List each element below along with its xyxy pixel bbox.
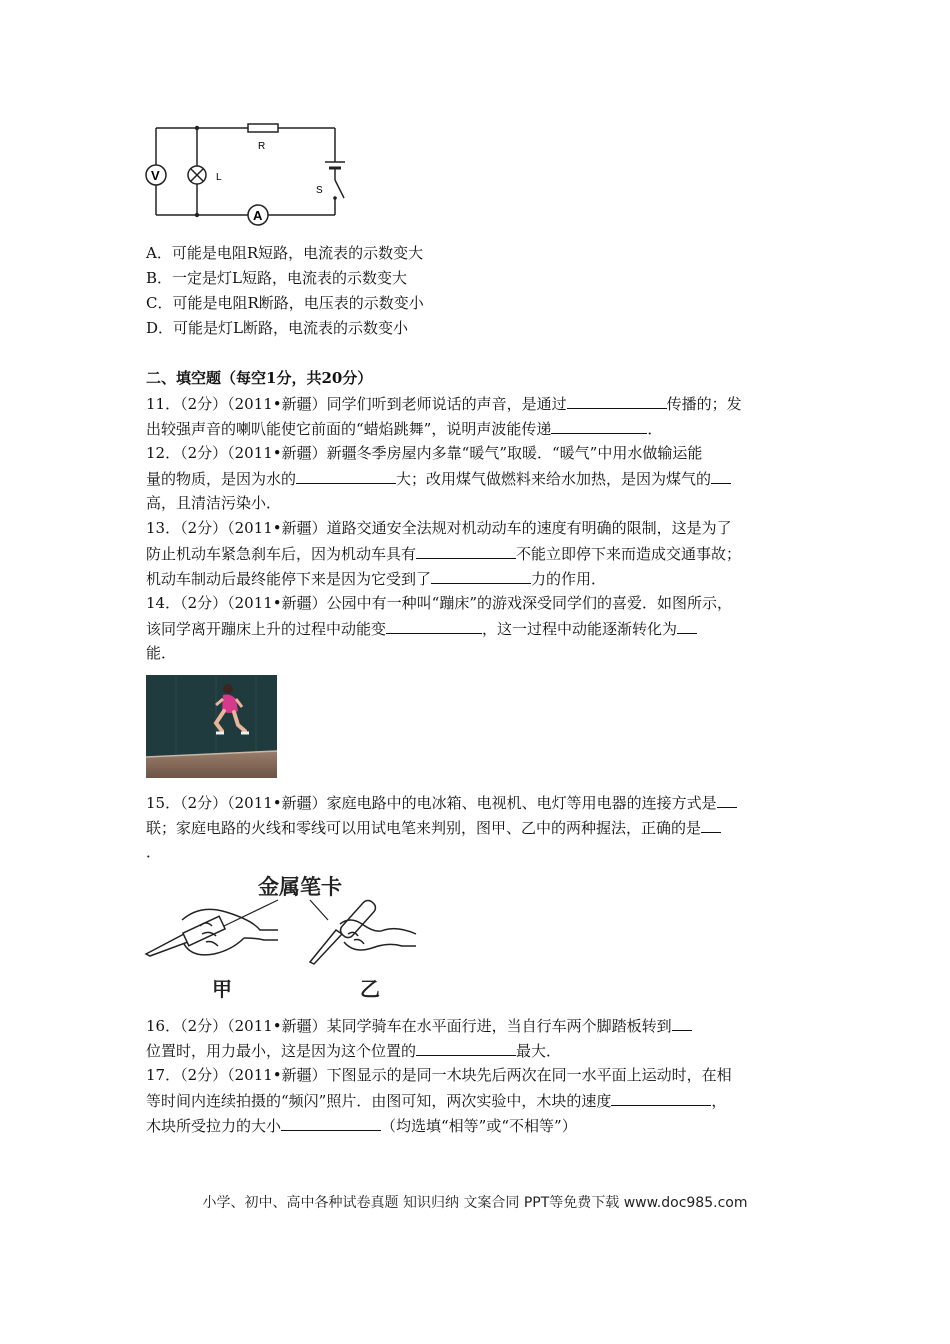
q13-text-3: 不能立即停下来而造成交通事故； xyxy=(516,545,742,563)
option-c: C．可能是电阻R断路，电压表的示数变小 xyxy=(146,294,424,312)
pen-grip-right xyxy=(310,898,416,964)
q11-text-3: 出较强声音的喇叭能使它前面的“蜡焰跳舞”，说明声波能传递 xyxy=(146,420,552,438)
option-b: B．一定是灯L短路，电流表的示数变大 xyxy=(146,269,407,287)
question-13-line-3 xyxy=(146,568,606,589)
answer-blank xyxy=(611,1090,711,1106)
resistor-symbol xyxy=(248,124,278,132)
q12-text-3: 大；改用煤气做燃料来给水加热，是因为煤气的 xyxy=(396,470,712,488)
q15-text-2: 联；家庭电路的火线和零线可以用试电笔来判别，图甲、乙中的两种握法，正确的是 xyxy=(146,819,702,837)
figure-b-label: 乙 xyxy=(360,979,380,1001)
metal-clip-label: 金属笔卡 xyxy=(258,876,342,899)
answer-blank xyxy=(296,468,396,484)
question-13-line-2 xyxy=(146,543,741,564)
answer-blank xyxy=(717,792,737,808)
q11-text-2: 传播的；发 xyxy=(666,395,742,413)
q15-text-1: 15．（2分）（2011•新疆）家庭电路中的电冰箱、电视机、电灯等用电器的连接方式是 xyxy=(146,794,717,812)
q16-text-3: 最大． xyxy=(516,1042,562,1060)
lamp-label: L xyxy=(216,172,222,183)
question-12-line-3: 高，且清洁污染小． xyxy=(146,494,282,512)
answer-blank xyxy=(431,568,531,584)
question-15-line-3: ． xyxy=(146,843,162,861)
q17-text-2: 等时间内连续拍摄的“频闪”照片．由图可知，两次实验中，木块的速度 xyxy=(146,1092,612,1110)
question-12-line-2 xyxy=(146,468,731,489)
question-11-line-1 xyxy=(146,393,742,414)
ammeter-label: A xyxy=(253,208,263,223)
q17-text-3: ， xyxy=(711,1092,727,1110)
q17-text-5: （均选填“相等”或“不相等”） xyxy=(381,1117,577,1135)
q14-text-3: ，这一过程中动能逐渐转化为 xyxy=(482,620,678,638)
section-title: 二、填空题（每空1分，共20分） xyxy=(146,369,373,387)
option-d: D．可能是灯L断路，电流表的示数变小 xyxy=(146,319,408,337)
answer-blank xyxy=(416,543,516,559)
question-11-line-2 xyxy=(146,418,662,439)
switch-label: S xyxy=(316,185,323,196)
answer-blank xyxy=(701,817,721,833)
question-13-line-1: 13．（2分）（2011•新疆）道路交通安全法规对机动动车的速度有明确的限制，这是为了 xyxy=(146,519,732,537)
q17-text-4: 木块所受拉力的大小 xyxy=(146,1117,282,1135)
resistor-label: R xyxy=(258,141,266,152)
question-17-line-3 xyxy=(146,1115,577,1136)
test-pen-figure xyxy=(140,868,425,1003)
q16-text-2: 位置时，用力最小，这是因为这个位置的 xyxy=(146,1042,417,1060)
question-14-line-2 xyxy=(146,618,697,639)
q11-text-4: ． xyxy=(647,420,663,438)
answer-blank xyxy=(567,393,667,409)
answer-blank xyxy=(711,468,731,484)
page-footer: 小学、初中、高中各种试卷真题 知识归纳 文案合同 PPT等免费下载 www.doc985.com xyxy=(202,1195,748,1211)
question-16-line-2 xyxy=(146,1040,561,1061)
question-14-line-1: 14．（2分）（2011•新疆）公园中有一种叫“蹦床”的游戏深受同学们的喜爱．如图所示， xyxy=(146,594,732,612)
question-17-line-1: 17．（2分）（2011•新疆）下图显示的是同一木块先后两次在同一水平面上运动时，在相 xyxy=(146,1066,732,1084)
q13-text-4: 机动车制动后最终能停下来是因为它受到了 xyxy=(146,570,432,588)
q16-text-1: 16．（2分）（2011•新疆）某同学骑车在水平面行进，当自行车两个脚踏板转到 xyxy=(146,1017,672,1035)
trampoline-photo xyxy=(146,675,277,778)
jumper-figure xyxy=(223,684,233,694)
answer-blank xyxy=(672,1015,692,1031)
switch-symbol xyxy=(335,180,344,198)
pen-grip-left xyxy=(146,909,278,956)
q13-text-5: 力的作用． xyxy=(531,570,607,588)
question-17-line-2 xyxy=(146,1090,726,1111)
option-a: A．可能是电阻R短路，电流表的示数变大 xyxy=(146,244,424,262)
answer-blank xyxy=(416,1040,516,1056)
answer-blank xyxy=(551,418,647,434)
answer-blank xyxy=(281,1115,381,1131)
question-14-line-3: 能． xyxy=(146,644,177,662)
q13-text-2: 防止机动车紧急刹车后，因为机动车具有 xyxy=(146,545,417,563)
question-12-line-1: 12．（2分）（2011•新疆）新疆冬季房屋内多靠“暖气”取暖．“暖气”中用水做输运能 xyxy=(146,444,703,462)
voltmeter-label: V xyxy=(151,168,160,183)
q12-text-2: 量的物质，是因为水的 xyxy=(146,470,297,488)
q11-text-1: 11．（2分）（2011•新疆）同学们听到老师说话的声音，是通过 xyxy=(146,395,567,413)
answer-blank xyxy=(677,618,697,634)
figure-a-label: 甲 xyxy=(212,979,232,1001)
question-15-line-1 xyxy=(146,792,737,813)
q14-text-2: 该同学离开蹦床上升的过程中动能变 xyxy=(146,620,387,638)
circuit-diagram xyxy=(140,118,360,230)
question-16-line-1 xyxy=(146,1015,692,1036)
answer-blank xyxy=(386,618,482,634)
question-15-line-2 xyxy=(146,817,721,838)
